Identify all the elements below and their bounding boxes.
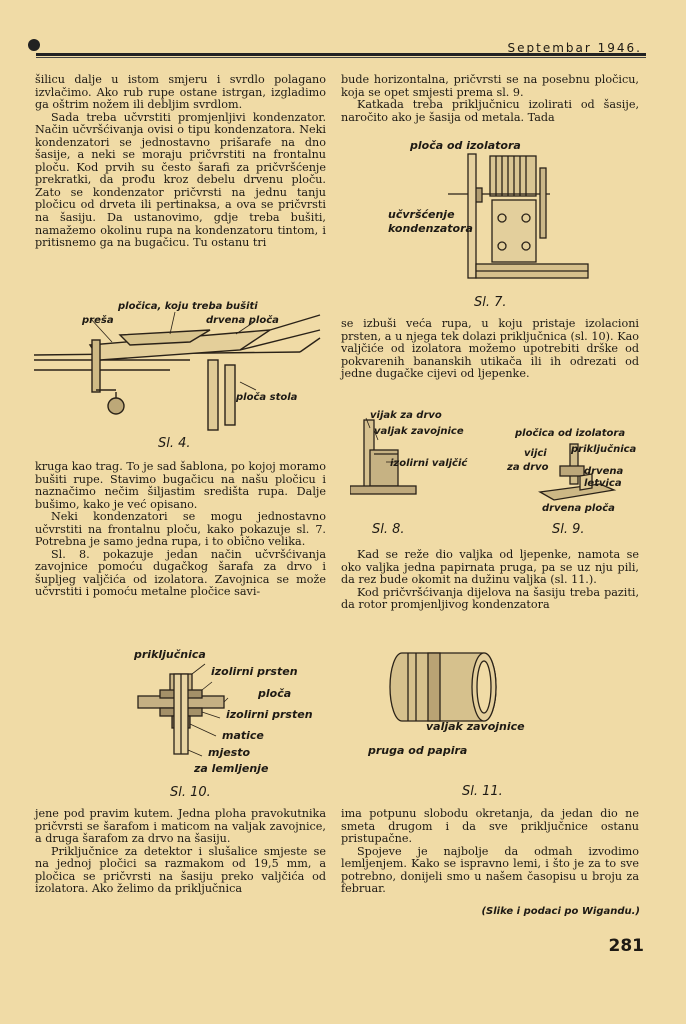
fig4-caption: Sl. 4. — [158, 436, 191, 451]
right-text-block-1 — [341, 74, 639, 124]
header-date: Septembar 1946. — [507, 41, 642, 55]
paragraph: ima potpunu slobodu okretanja, da jedan dio ne smeta drugom i da sve priključnice ostanu pristupačne. — [341, 807, 639, 846]
fig7-label-plate: ploča od izolatora — [410, 139, 521, 152]
header-bullet — [28, 39, 40, 51]
figure-8-drawing — [350, 410, 460, 500]
left-text-block-2 — [35, 461, 326, 599]
fig7-caption: Sl. 7. — [474, 295, 507, 310]
fig9-label-screws: vijci — [524, 448, 547, 459]
page-number: 281 — [608, 936, 644, 956]
image-credit: (Slike i podaci po Wigandu.) — [481, 906, 640, 917]
left-text-block-1 — [35, 74, 326, 250]
left-text-block-3 — [35, 808, 326, 896]
fig9-label-board: drvena ploča — [542, 503, 615, 514]
paragraph: kruga kao trag. To je sad šablona, po kojoj moramo bušiti rupe. Stavimo bugačicu na našu pločicu i naznačimo nečim šiljastim središta rupa. Dalje bušimo, kako je već opisano. — [35, 460, 326, 511]
fig10-label-jack: priključnica — [134, 648, 206, 661]
fig8-label-insul: izolirni valjčić — [390, 458, 468, 469]
fig9-label-strip-2: letvica — [584, 478, 622, 489]
fig4-label-table: ploča stola — [236, 392, 298, 403]
fig10-label-ring1: izolirni prsten — [211, 665, 298, 678]
fig10-label-spot-1: mjesto — [208, 746, 251, 759]
fig4-label-wood: drvena ploča — [206, 315, 279, 326]
fig10-label-nut: matice — [222, 729, 264, 742]
paragraph: Kad se reže dio valjka od ljepenke, namota se oko valjka jedna papirnata pruga, pa se uz nju pili, da rez bude okomit na dužinu valjka (sl. 11.). — [341, 548, 639, 587]
paragraph: Sada treba učvrstiti promjenljivi kondenzator. Način učvršćivanja ovisi o tipu kondenzatora. Neki kondenzatori se jednostavno prišarafe na dno šasije, a neki se moraju pričvrstiti na frontalnu ploču. Kod prvih su često šarafi za pričvršćenje prekratki, da prođu kroz debelu drvenu ploču. Zato se kondenzator pričvrsti na jednu tanju pločicu od drveta ili pertinaksa, a ova se pričvrsti na šasiju. Da ustanovimo, gdje treba bušiti, namažemo okolinu rupa na kondenzatoru tintom, i pritisnemo ga na bugačicu. Tu ostanu tri — [35, 110, 326, 250]
fig4-label-press: preša — [82, 315, 114, 326]
figure-4-drawing — [30, 290, 330, 440]
fig7-label-mount-2: kondenzatora — [388, 222, 473, 235]
fig7-label-mount-1: učvršćenje — [388, 208, 455, 221]
fig8-caption: Sl. 8. — [372, 522, 405, 537]
fig10-caption: Sl. 10. — [170, 785, 211, 800]
fig9-label-top: pločica od izolatora — [515, 428, 626, 439]
paragraph: se izbuši veća rupa, u koju pristaje izolacioni prsten, a u njega tek dolazi priključnica (sl. 10). Kao valjčiće od izolatora možemo upotrebiti drške od pokvarenih bananskih utikača ili ih odrezati od jedne dugačke cijevi od ljepenke. — [341, 317, 639, 381]
paragraph: Sl. 8. pokazuje jedan način učvršćivanja zavojnice pomoću dugačkog šarafa za drvo i šupljeg valjčića od izolatora. Zavojnica se može učvrstiti i pomoću metalne pločice savi- — [35, 547, 326, 599]
right-text-block-4 — [341, 808, 639, 896]
paragraph: bude horizontalna, pričvrsti se na posebnu pločicu, koja se opet smjesti prema sl. 9. — [341, 73, 639, 99]
fig11-caption: Sl. 11. — [462, 784, 503, 799]
fig10-label-spot-2: za lemljenje — [194, 762, 269, 775]
right-text-block-3 — [341, 549, 639, 612]
paragraph: Katkada treba priključnicu izolirati od šasije, naročito ako je šasija od metala. Tada — [341, 98, 639, 124]
fig10-label-ring2: izolirni prsten — [226, 708, 313, 721]
fig9-label-jack: priključnica — [571, 444, 637, 455]
fig8-label-coil: valjak zavojnice — [374, 426, 464, 437]
fig9-label-wood-screw: za drvo — [507, 462, 549, 473]
fig9-label-strip-1: drvena — [584, 466, 624, 477]
paragraph: Spojeve je najbolje da odmah izvodimo lemljenjem. Kako se ispravno lemi, i što je za to sve potrebno, donijeli smo u našem časopisu u broju za februar. — [341, 844, 639, 896]
fig11-label-coil: valjak zavojnice — [426, 720, 525, 733]
paragraph: Kod pričvršćivanja dijelova na šasiju treba paziti, da rotor promjenljivog kondenzatora — [341, 585, 639, 612]
figure-7-drawing — [440, 148, 600, 288]
paragraph: Priključnice za detektor i slušalice smjeste se na jednoj pločici sa razmakom od 19,5 mm, a pločica se pričvrsti na šasiju preko valjčića od izolatora. Ako želimo da priključnica — [35, 844, 326, 896]
figure-11-drawing — [388, 645, 498, 725]
paragraph: šilicu dalje u istom smjeru i svrdlo polagano izvlačimo. Ako rub rupe ostane istrgan, izgladimo ga oštrim nožem ili debljim svrdlom. — [35, 73, 326, 112]
paragraph: jene pod pravim kutem. Jedna ploha pravokutnika pričvrsti se šarafom i maticom na valjak zavojnice, a druga šarafom za drvo na šasiju. — [35, 807, 326, 846]
right-text-block-2 — [341, 318, 639, 381]
paragraph: Neki kondenzatori se mogu jednostavno učvrstiti na frontalnu ploču, kako pokazuje sl. 7. Potrebna je samo jedna rupa, i to obično velika. — [35, 510, 326, 549]
header-rule-thin — [36, 57, 646, 58]
fig10-label-plate: ploča — [258, 687, 292, 700]
fig4-label-plate: pločica, koju treba bušiti — [118, 301, 258, 312]
fig9-caption: Sl. 9. — [552, 522, 585, 537]
fig11-label-strip: pruga od papira — [368, 744, 468, 757]
fig8-label-screw: vijak za drvo — [370, 410, 442, 421]
